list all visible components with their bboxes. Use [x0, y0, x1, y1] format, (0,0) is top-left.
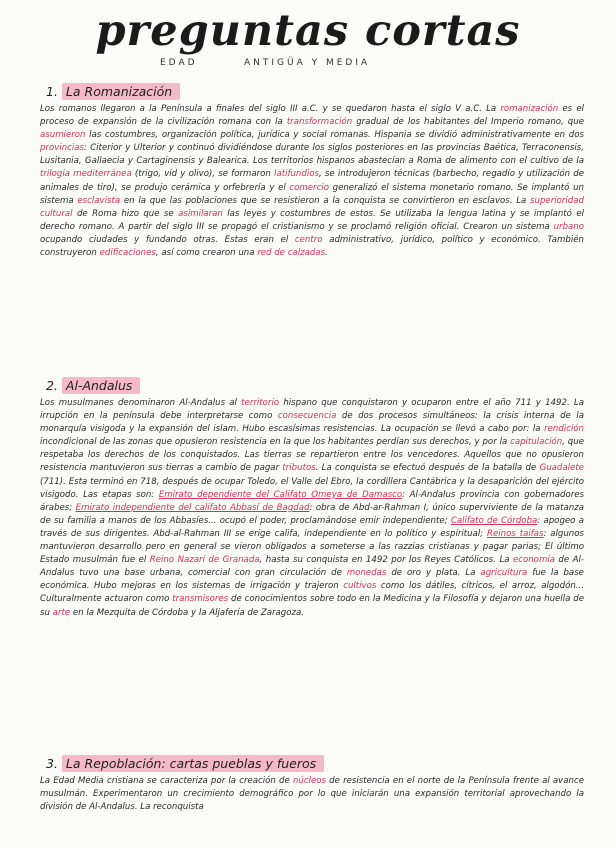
keyword-highlight: territorio [241, 398, 280, 408]
keyword-highlight: transmisores [172, 594, 229, 605]
body-text: administrativo, jurídico, político y económico. También construyeron [40, 234, 584, 259]
keyword-highlight: Reino Nazarí de Granada [149, 555, 260, 566]
body-text: gradual de los habitantes del Imperio romano, que [352, 117, 584, 128]
keyword-highlight: arte [52, 607, 71, 618]
body-text: : Citerior y Ulterior y continuó dividiéndose durante los siglos posteriores en las provincias Baética, Terraconensis, Lusitania, Gallaecia y Cartaginensis y Balearica. Los territorios hispanos abastecían a Roma de alimento con el cultivo de la [40, 143, 584, 167]
body-text: , así como crearon una [155, 248, 258, 259]
section-title: Al-Andalus [62, 377, 141, 394]
subtitle-edad: EDAD [160, 58, 198, 68]
keyword-highlight: superioridad cultural [40, 195, 584, 219]
keyword-highlight: rendición [544, 424, 584, 435]
body-text: fue la base económica. Hubo mejoras en los sistemas de irrigación y trajeron [40, 568, 584, 592]
section-heading [46, 378, 584, 393]
keyword-highlight: transformación [286, 117, 353, 128]
body-text: las costumbres, organización política, jurídica y social romanas. Hispania se dividió administrativamente en dos [85, 130, 584, 141]
section-romanizacion [40, 84, 584, 260]
keyword-highlight: trilogía mediterránea [40, 169, 132, 180]
body-text: La Edad Media cristiana se caracteriza por la creación de [40, 776, 293, 786]
section-repoblacion [40, 756, 584, 814]
keyword-highlight: Califato de Córdoba [450, 515, 538, 526]
keyword-highlight: asimilaran [178, 208, 223, 219]
keyword-highlight: centro [294, 234, 323, 245]
keyword-highlight: cultivos [343, 581, 377, 592]
keyword-highlight: Emirato independiente del califato Abbasí de Bagdad [75, 502, 310, 513]
keyword-highlight: capitulación [510, 437, 563, 448]
keyword-highlight: romanización [500, 104, 559, 114]
body-text: : Al-Andalus provincia con gobernadores árabes; [40, 489, 584, 513]
keyword-highlight: Emirato dependiente del Califato Omeya de Damasco [158, 489, 403, 500]
body-text: . [325, 248, 328, 259]
body-text: Los musulmanes denominaron Al-Andalus al [40, 398, 242, 408]
keyword-highlight: agricultura [480, 568, 528, 579]
body-text: de conocimientos sobre todo en la Medicina y la Filosofía y dejaron una huella de su [40, 594, 584, 618]
section-number: 2. [46, 378, 58, 393]
body-text: ocupando ciudades y fundando otras. Estas eran el [40, 234, 295, 245]
body-text: de oro y plata. La [386, 568, 481, 579]
body-text: : obra de Abd-ar-Rahman I, único superviviente de la matanza de su familia a manos de los Abbasíes... ocupó el poder, proclamándose emir independiente; [40, 502, 584, 526]
body-text: las leyes y costumbres de estos. Se utilizaba la lengua latina y se implantó el derecho romano. A partir del siglo III se propagó el cristianismo y se proclamó religión oficial. Crearon un sistema [40, 208, 584, 232]
section-heading [46, 756, 584, 771]
keyword-highlight: monedas [346, 568, 387, 579]
body-text: hispano que conquistaron y ocuparon entre el año 711 y 1492. La irrupción en la península debe interpretarse como [40, 398, 584, 422]
body-text: como los dátiles, cítricos, el arroz, algodón... Culturalmente actuaron como [40, 581, 584, 605]
page-title: preguntas cortas [95, 6, 521, 56]
section-number: 1. [46, 84, 58, 99]
body-text: de resistencia en el norte de la Península frente al avance musulmán. Experimentaron un crecimiento demográfico por lo que iniciarán una expansión territorial aprovechando la división de Al-Andalus. La reconquista [40, 776, 584, 813]
body-text: , se introdujeron técnicas (barbecho, regadío y utilización de animales de tiro), se produjo cerámica y orfebrería y el [40, 169, 584, 193]
section-heading [46, 84, 584, 99]
section-body [40, 103, 584, 260]
keyword-highlight: urbano [553, 221, 584, 232]
keyword-highlight: comercio [289, 182, 329, 193]
body-text: generalizó el sistema monetario romano. Se implantó un sistema [40, 182, 584, 206]
body-text: . La conquista se efectuó después de la batalla de [315, 463, 540, 474]
body-text: de dos procesos simultáneos: la crisis interna de la monarquía visigoda y la expansión del islam. Hubo escasísimas resistencias. La ocupación se llevó a cabo por: la [40, 411, 584, 435]
keyword-highlight: tributos [282, 463, 316, 474]
body-text: es el proceso de expansión de la civilización romana con la [40, 104, 584, 128]
keyword-highlight: edificaciones [99, 248, 156, 259]
section-number: 3. [46, 756, 58, 771]
section-title: La Romanización [62, 83, 180, 100]
section-body [40, 775, 584, 814]
body-text: incondicional de las zonas que opusieron resistencia en la que los habitantes perdían sus derechos, y por la [40, 437, 511, 448]
subtitle-antigua-media: ANTIGÜA Y MEDIA [244, 58, 371, 68]
keyword-highlight: Guadalete [539, 463, 584, 474]
body-text: de Al-Andalus tuvo una base urbana, comercial con gran circulación de [40, 555, 585, 579]
keyword-highlight: Reinos taifas [487, 528, 544, 539]
section-title: La Repoblación: cartas pueblas y fueros [62, 755, 324, 772]
body-text: de Roma hizo que se [72, 208, 179, 219]
body-text: , que respetaba los derechos de los conquistados. Las tierras se repartieron entre los vencedores. Aquellos que no opusieron resistencia mantuvieron sus tierras a cambio de pagar [40, 437, 584, 474]
body-text: Los romanos llegaron a la Península a finales del siglo III a.C. y se quedaron hasta el siglo V a.C. La [40, 104, 501, 114]
keyword-highlight: esclavista [77, 195, 121, 206]
keyword-highlight: provincias [40, 143, 85, 154]
body-text: : algunos mantuvieron desarrollo pero en general se vieron obligados a someterse a las razzias cristianas y pagar parias; El último Estado musulmán fue el [40, 528, 584, 566]
body-text: , hasta su conquista en 1492 por los Reyes Católicos. La [259, 555, 513, 566]
keyword-highlight: asumieron [40, 130, 86, 141]
section-body [40, 397, 584, 620]
section-al-andalus [40, 378, 584, 620]
keyword-highlight: latifundios [274, 169, 319, 180]
body-text: en la Mezquita de Córdoba y la Aljafería de Zaragoza. [70, 607, 305, 618]
body-text: (trigo, vid y olivo), se formaron [131, 169, 275, 180]
body-text: en la que las poblaciones que se resistieron a la conquista se convirtieron en esclavos. La [120, 195, 531, 206]
body-text: (711). Esta terminó en 718, después de ocupar Toledo, el Valle del Ebro, la cordillera Cantábrica y la desaparición del ejército visigodo. Las etapas son: [40, 476, 584, 500]
body-text: : apogeo a través de sus dirigentes. Abd-al-Rahman III se erige califa, independiente en lo político y espiritual; [40, 515, 584, 539]
keyword-highlight: consecuencia [277, 411, 337, 422]
keyword-highlight: red de calzadas [257, 248, 326, 259]
keyword-highlight: economía [512, 555, 555, 566]
keyword-highlight: núcleos [292, 776, 326, 786]
